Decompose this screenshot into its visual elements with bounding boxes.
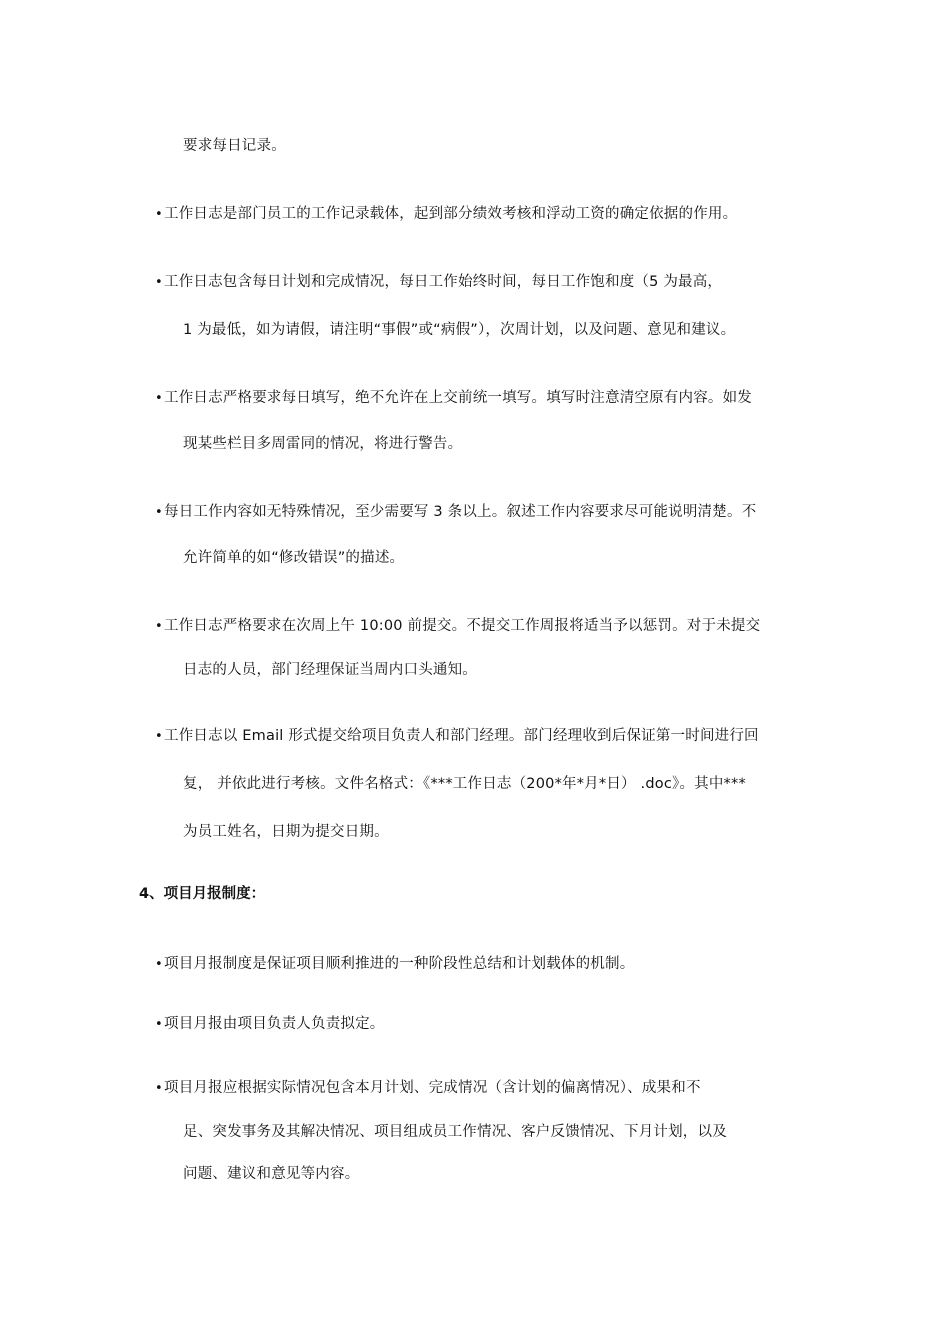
bullet-icon: • <box>155 275 163 290</box>
text: 复， 并依此进行考核。文件名格式：《***工作日志（200*年*月*日） .doc》。其中*** <box>183 776 746 792</box>
bullet-icon: • <box>155 957 163 972</box>
bullet-icon: • <box>155 391 163 406</box>
bullet-item <box>155 1014 385 1035</box>
paragraph-continuation <box>183 1122 727 1142</box>
paragraph-continuation <box>183 548 404 568</box>
text: 问题、建议和意见等内容。 <box>183 1166 360 1182</box>
paragraph-continuation <box>183 136 286 156</box>
text: 足、突发事务及其解决情况、项目组成员工作情况、客户反馈情况、下月计划，以及 <box>183 1124 727 1140</box>
bullet-icon: • <box>155 619 163 634</box>
text: 为员工姓名，日期为提交日期。 <box>183 824 389 840</box>
text: 允许简单的如“修改错误”的描述。 <box>183 550 405 566</box>
paragraph-continuation <box>183 822 389 842</box>
section-heading: 4、项目月报制度： <box>139 886 266 902</box>
bullet-item <box>155 272 722 293</box>
text: 日志的人员，部门经理保证当周内口头通知。 <box>183 662 477 678</box>
text: 要求每日记录。 <box>183 138 286 154</box>
bullet-icon: • <box>155 729 163 744</box>
paragraph-continuation <box>183 434 462 454</box>
paragraph-continuation <box>183 774 746 794</box>
paragraph-continuation <box>183 1164 359 1184</box>
text: 每日工作内容如无特殊情况，至少需要写 3 条以上。叙述工作内容要求尽可能说明清楚。不 <box>164 504 757 520</box>
text: 项目月报制度是保证项目顺利推进的一种阶段性总结和计划载体的机制。 <box>164 956 635 972</box>
bullet-item <box>155 204 737 225</box>
bullet-item <box>155 1078 701 1099</box>
text: 工作日志严格要求每日填写，绝不允许在上交前统一填写。填写时注意清空原有内容。如发 <box>164 390 752 406</box>
paragraph-continuation <box>183 660 477 680</box>
bullet-item <box>155 954 634 975</box>
bullet-item <box>155 616 760 637</box>
text: 工作日志是部门员工的工作记录载体，起到部分绩效考核和浮动工资的确定依据的作用。 <box>164 206 738 222</box>
bullet-item <box>155 726 759 747</box>
text: 工作日志以 Email 形式提交给项目负责人和部门经理。部门经理收到后保证第一时间进行回 <box>164 728 759 744</box>
bullet-icon: • <box>155 1081 163 1096</box>
paragraph-continuation <box>183 320 735 340</box>
text: 项目月报由项目负责人负责拟定。 <box>164 1016 385 1032</box>
text: 工作日志严格要求在次周上午 10:00 前提交。不提交工作周报将适当予以惩罚。对于未提交 <box>164 618 761 634</box>
bullet-item <box>155 388 752 409</box>
bullet-item <box>155 502 756 523</box>
text: 现某些栏目多周雷同的情况，将进行警告。 <box>183 436 463 452</box>
text: 项目月报应根据实际情况包含本月计划、完成情况（含计划的偏离情况）、成果和不 <box>164 1080 701 1096</box>
bullet-icon: • <box>155 207 163 222</box>
text: 1 为最低，如为请假，请注明“事假”或“病假”），次周计划，以及问题、意见和建议。 <box>183 322 736 338</box>
text: 工作日志包含每日计划和完成情况，每日工作始终时间，每日工作饱和度（5 为最高， <box>164 274 723 290</box>
bullet-icon: • <box>155 1017 163 1032</box>
bullet-icon: • <box>155 505 163 520</box>
